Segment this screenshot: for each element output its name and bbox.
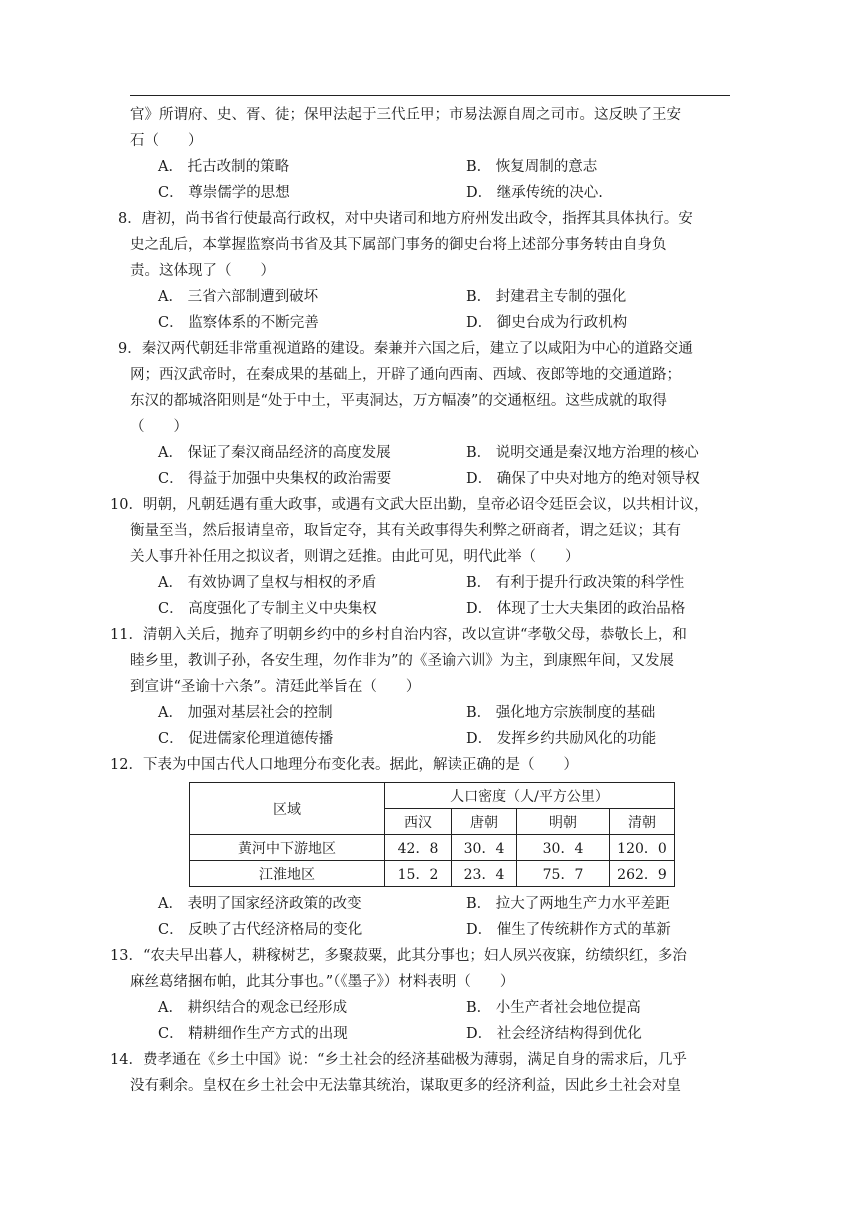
question-14 — [110, 1047, 730, 1099]
option-a[interactable]: A． 表明了国家经济政策的改变 — [158, 896, 362, 912]
question-stem: 10．明朝，凡朝廷遇有重大政事，或遇有文武大臣出勤，皇帝必诏令廷臣会议，以共相计议， — [110, 497, 709, 513]
table-row — [190, 861, 675, 887]
option-b[interactable]: B． 小生产者社会地位提高 — [466, 1000, 641, 1016]
question-8 — [118, 206, 730, 336]
option-c[interactable]: C． 监察体系的不断完善 — [158, 315, 319, 331]
option-d[interactable]: D． 确保了中央对地方的绝对领导权 — [466, 471, 700, 487]
question-text-line: 没有剩余。皇权在乡土社会中无法靠其统治，谋取更多的经济利益，因此乡土社会对皇 — [130, 1078, 681, 1094]
question-text-line: 睦乡里，教训子孙，各安生理，勿作非为”的《圣谕六训》为主，到康熙年间，又发展 — [130, 653, 674, 669]
question-text-line: 石（ ） — [130, 133, 203, 149]
question-text-line: 东汉的都城洛阳则是“处于中土，平夷洞达，万方幅凑”的交通枢纽。这些成就的取得 — [130, 393, 667, 409]
exam-page — [110, 102, 730, 1099]
question-text-line: 麻丝葛绪捆布帕，此其分事也。”（《墨子》）材料表明（ ） — [130, 974, 515, 990]
header-rule — [130, 95, 730, 96]
table-header-period: 明朝 — [517, 809, 610, 835]
question-9 — [118, 336, 730, 492]
table-cell: 262．9 — [610, 861, 675, 887]
options-row — [130, 284, 730, 310]
question-text-line: 衡量至当，然后报请皇帝，取旨定夺，其有关政事得失利弊之研商者，谓之廷议；其有 — [130, 523, 681, 539]
option-c[interactable]: C． 高度强化了专制主义中央集权 — [158, 601, 377, 617]
table-cell: 120．0 — [610, 835, 675, 861]
option-a[interactable]: A． 耕织结合的观念已经形成 — [158, 1000, 348, 1016]
question-stem: 11．清朝入关后，抛弃了明朝乡约中的乡村自治内容，改以宣讲“孝敬父母，恭敬长上，和 — [110, 627, 687, 643]
option-c[interactable]: C． 促进儒家伦理道德传播 — [158, 731, 334, 747]
option-d[interactable]: D． 御史台成为行政机构 — [466, 315, 628, 331]
options-row — [130, 466, 730, 492]
table-cell-region: 黄河中下游地区 — [190, 835, 385, 861]
options-row — [130, 917, 730, 943]
option-d[interactable]: D． 体现了士大夫集团的政治品格 — [466, 601, 686, 617]
option-b[interactable]: B． 强化地方宗族制度的基础 — [466, 705, 656, 721]
option-c[interactable]: C． 反映了古代经济格局的变化 — [158, 922, 363, 938]
question-stem: 9．秦汉两代朝廷非常重视道路的建设。秦兼并六国之后，建立了以咸阳为中心的道路交通 — [118, 341, 693, 357]
option-a[interactable]: A． 托古改制的策略 — [158, 159, 290, 175]
question-stem: 13．“农夫早出暮人，耕稼树艺，多聚菽粟，此其分事也；妇人夙兴夜寐，纺绩织红，多治 — [110, 948, 687, 964]
population-density-table — [189, 782, 675, 887]
table-header-period: 唐朝 — [452, 809, 517, 835]
table-cell: 42．8 — [385, 835, 452, 861]
option-b[interactable]: B． 封建君主专制的强化 — [466, 289, 627, 305]
question-10 — [110, 492, 730, 622]
options-row — [130, 440, 730, 466]
options-row — [130, 726, 730, 752]
table-cell: 15．2 — [385, 861, 452, 887]
question-text-line: 责。这体现了（ ） — [130, 263, 275, 279]
question-text-line: 到宣讲“圣谕十六条”。清廷此举旨在（ ） — [130, 679, 421, 695]
question-11 — [110, 622, 730, 752]
option-d[interactable]: D． 催生了传统耕作方式的革新 — [466, 922, 671, 938]
question-text-line: 网；西汉武帝时，在秦成果的基础上，开辟了通向西南、西域、夜郎等地的交通道路； — [130, 367, 681, 383]
question-12 — [110, 752, 730, 943]
option-c[interactable]: C． 精耕细作生产方式的出现 — [158, 1026, 348, 1042]
option-a[interactable]: A． 加强对基层社会的控制 — [158, 705, 333, 721]
table-cell: 30．4 — [452, 835, 517, 861]
option-a[interactable]: A． 保证了秦汉商品经济的高度发展 — [158, 445, 391, 461]
table-header-period: 西汉 — [385, 809, 452, 835]
option-b[interactable]: B． 有利于提升行政决策的科学性 — [466, 575, 685, 591]
question-stem: 8．唐初，尚书省行使最高行政权，对中央诸司和地方府州发出政令，指挥其具体执行。安 — [118, 211, 693, 227]
options-row — [130, 995, 730, 1021]
option-b[interactable]: B． 说明交通是秦汉地方治理的核心 — [466, 445, 699, 461]
option-a[interactable]: A． 三省六部制遭到破坏 — [158, 289, 319, 305]
options-row — [130, 596, 730, 622]
question-text-line: 史之乱后，本掌握监察尚书省及其下属部门事务的御史台将上述部分事务转由自身负 — [130, 237, 667, 253]
table-cell-region: 江淮地区 — [190, 861, 385, 887]
table-header-period: 清朝 — [610, 809, 675, 835]
options-row — [130, 700, 730, 726]
options-row — [130, 180, 730, 206]
table-header-row — [190, 783, 675, 809]
options-row — [130, 154, 730, 180]
table-cell: 30．4 — [517, 835, 610, 861]
question-stem: 12．下表为中国古代人口地理分布变化表。据此，解读正确的是（ ） — [110, 757, 578, 773]
question-stem: 14．费孝通在《乡土中国》说：“乡土社会的经济基础极为薄弱，满足自身的需求后，几乎 — [110, 1052, 687, 1068]
question-text-line: 官》所谓府、史、胥、徒；保甲法起于三代丘甲；市易法源自周之司市。这反映了王安 — [130, 107, 681, 123]
table-cell: 23．4 — [452, 861, 517, 887]
options-row — [130, 570, 730, 596]
option-b[interactable]: B． 拉大了两地生产力水平差距 — [466, 896, 670, 912]
question-text-line: 关人事升补任用之拟议者，则谓之廷推。由此可见，明代此举（ ） — [130, 549, 580, 565]
table-header-region: 区域 — [190, 783, 385, 835]
table-row — [190, 835, 675, 861]
option-a[interactable]: A． 有效协调了皇权与相权的矛盾 — [158, 575, 377, 591]
table-cell: 75．7 — [517, 861, 610, 887]
option-c[interactable]: C． 尊崇儒学的思想 — [158, 185, 290, 201]
option-b[interactable]: B． 恢复周制的意志 — [466, 159, 598, 175]
options-row — [130, 1021, 730, 1047]
option-c[interactable]: C． 得益于加强中央集权的政治需要 — [158, 471, 392, 487]
options-row — [130, 310, 730, 336]
option-d[interactable]: D． 社会经济结构得到优化 — [466, 1026, 642, 1042]
question-13 — [110, 943, 730, 1047]
table-header-density: 人口密度（人/平方公里） — [385, 783, 675, 809]
question-text-line: （ ） — [130, 419, 188, 435]
option-d[interactable]: D． 继承传统的决心. — [466, 185, 603, 201]
options-row — [130, 891, 730, 917]
question-7 — [130, 102, 730, 206]
option-d[interactable]: D． 发挥乡约共励风化的功能 — [466, 731, 657, 747]
